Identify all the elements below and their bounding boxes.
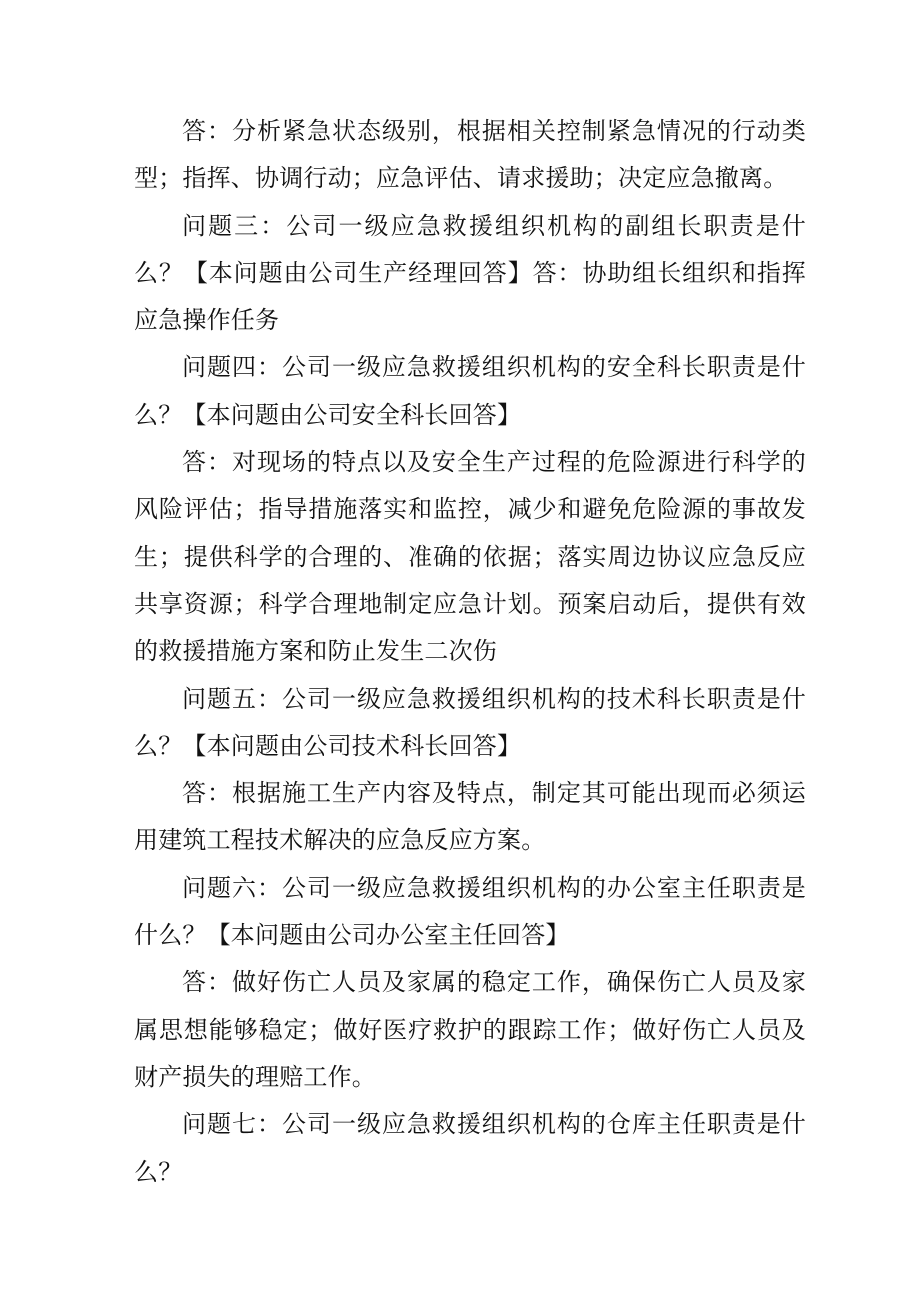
paragraph-question-six: 问题六：公司一级应急救援组织机构的办公室主任职责是什么？【本问题由公司办公室主任回答】 [134,873,806,950]
paragraph-answer-command: 答：分析紧急状态级别，根据相关控制紧急情况的行动类型；指挥、协调行动；应急评估、请求援助；决定应急撤离。 [134,117,806,193]
paragraph-question-five: 问题五：公司一级应急救援组织机构的技术科长职责是什么？【本问题由公司技术科长回答】 [134,684,806,760]
paragraph-question-three: 问题三：公司一级应急救援组织机构的副组长职责是什么？【本问题由公司生产经理回答】答：协助组长组织和指挥应急操作任务 [134,211,806,335]
paragraph-answer-safety: 答：对现场的特点以及安全生产过程的危险源进行科学的风险评估；指导措施落实和监控，减少和避免危险源的事故发生；提供科学的合理的、准确的依据；落实周边协议应急反应共享资源；科学合理地制定应急计划。预案启动后，提供有效的救援措施方案和防止发生二次伤 [134,448,806,666]
document-body [134,108,806,1196]
paragraph-answer-office: 答：做好伤亡人员及家属的稳定工作，确保伤亡人员及家属思想能够稳定；做好医疗救护的跟踪工作；做好伤亡人员及财产损失的理赔工作。 [134,968,806,1091]
paragraph-answer-technical: 答：根据施工生产内容及特点，制定其可能出现而必须运用建筑工程技术解决的应急反应方案。 [134,779,806,855]
paragraph-question-four: 问题四：公司一级应急救援组织机构的安全科长职责是什么？【本问题由公司安全科长回答】 [134,353,806,429]
paragraph-question-seven: 问题七：公司一级应急救援组织机构的仓库主任职责是什么？ [134,1110,806,1186]
